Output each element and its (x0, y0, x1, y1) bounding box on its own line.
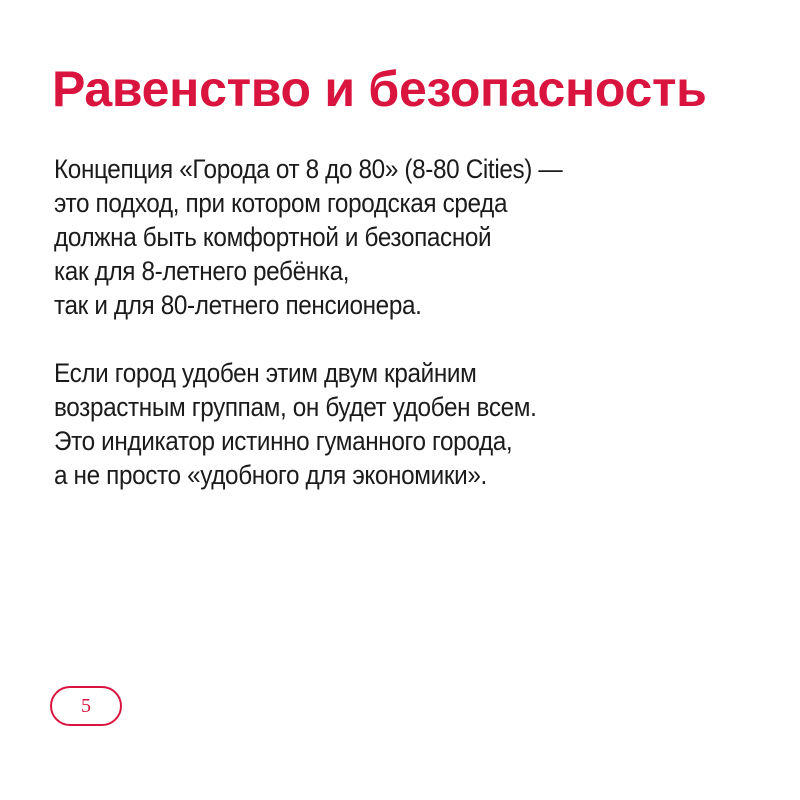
page-number: 5 (81, 695, 91, 717)
text-line: возрастным группам, он будет удобен всем. (54, 392, 537, 422)
text-line: это подход, при котором городская среда (54, 188, 508, 218)
text-line: так и для 80-летнего пенсионера. (54, 290, 422, 320)
text-line: Если город удобен этим двум крайним (54, 358, 477, 388)
paragraph-conclusion (54, 356, 684, 492)
text-line: а не просто «удобного для экономики». (54, 460, 487, 490)
paragraph-concept (54, 152, 684, 322)
text-line: как для 8-летнего ребёнка, (54, 256, 350, 286)
text-line: должна быть комфортной и безопасной (54, 222, 492, 252)
text-line: Концепция «Города от 8 до 80» (8-80 Cities) — (54, 154, 563, 184)
slide-title: Равенство и безопасность (52, 61, 707, 117)
body-text (54, 152, 754, 492)
text-line: Это индикатор истинно гуманного города, (54, 426, 513, 456)
page-number-badge (50, 686, 122, 726)
